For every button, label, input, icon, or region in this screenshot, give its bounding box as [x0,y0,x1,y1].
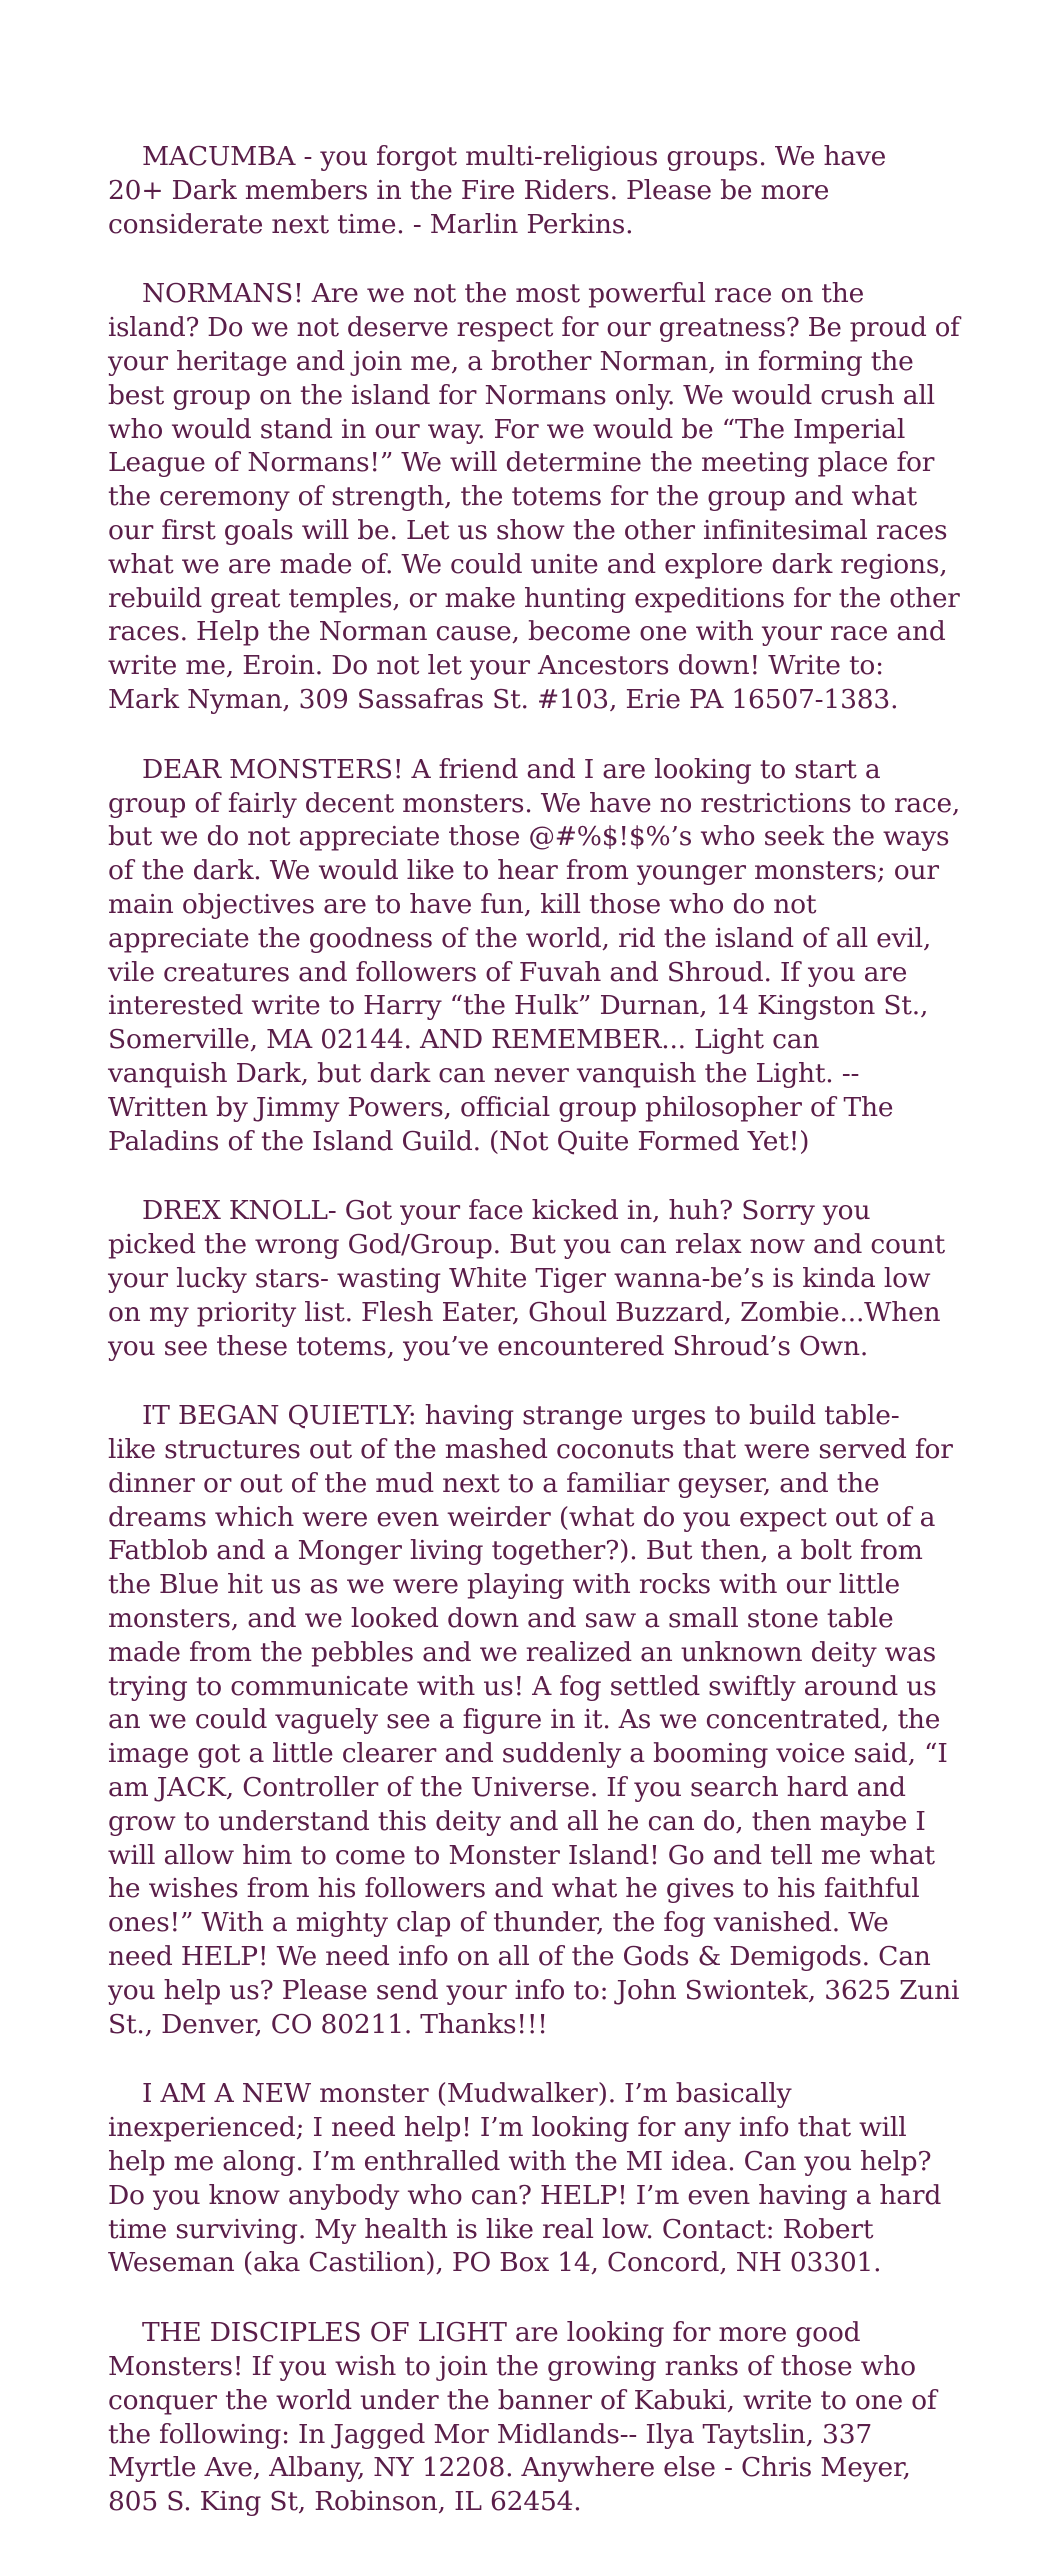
classified-ad-drex-knoll [108,1194,960,1363]
ad-line: he wishes from his followers and what he gives to his faithful [108,1873,920,1905]
ad-line: the Blue hit us as we were playing with rocks with our little [108,1569,901,1601]
classified-ad-normans [108,277,960,716]
ad-line: like structures out of the mashed coconuts that were served for [108,1434,953,1466]
ad-line: am JACK, Controller of the Universe. If you search hard and [108,1772,906,1804]
ad-line: League of Normans!” We will determine the meeting place for [108,447,935,479]
ad-line: rebuild great temples, or make hunting expeditions for the other [108,582,960,614]
ad-line: image got a little clearer and suddenly a booming voice said, “I [108,1738,948,1770]
ad-line: made from the pebbles and we realized an unknown deity was [108,1636,937,1668]
ad-line: your heritage and join me, a brother Norman, in forming the [108,345,914,377]
ad-line: Written by Jimmy Powers, official group philosopher of The [108,1091,894,1123]
ad-line: races. Help the Norman cause, become one with your race and [108,616,946,648]
classified-ad-dear-monsters [108,753,960,1159]
ad-line: monsters, and we looked down and saw a small stone table [108,1603,894,1635]
ad-line: need HELP! We need info on all of the Gods & Demigods. Can [108,1941,931,1973]
ad-line: you see these totems, you’ve encountered Shroud’s Own. [108,1330,869,1362]
ad-line: Somerville, MA 02144. AND REMEMBER... Light can [108,1024,820,1056]
ad-line: Paladins of the Island Guild. (Not Quite Formed Yet!) [108,1125,810,1157]
ad-line: considerate next time. - Marlin Perkins. [108,208,634,240]
ad-line: what we are made of. We could unite and explore dark regions, [108,548,948,580]
ad-line: inexperienced; I need help! I’m looking for any info that will [108,2112,907,2144]
classified-ad-new-monster [108,2077,960,2280]
ad-line: interested write to Harry “the Hulk” Durnan, 14 Kingston St., [108,990,929,1022]
ad-line: Fatblob and a Monger living together?). But then, a bolt from [108,1535,923,1567]
classified-ad-it-began-quietly [108,1399,960,2041]
ad-line: 805 S. King St, Robinson, IL 62454. [108,2486,582,2518]
ad-line: St., Denver, CO 80211. Thanks!!! [108,2008,548,2040]
ad-line: vanquish Dark, but dark can never vanquish the Light. -- [108,1057,860,1089]
ad-line: your lucky stars- wasting White Tiger wanna-be’s is kinda low [108,1262,931,1294]
ad-line: the ceremony of strength, the totems for the group and what [108,481,917,513]
ad-line: group of fairly decent monsters. We have no restrictions to race, [108,787,961,819]
ad-line: an we could vaguely see a figure in it. As we concentrated, the [108,1704,941,1736]
ad-line: I AM A NEW monster (Mudwalker). I’m basically [142,2078,792,2110]
ad-line: picked the wrong God/Group. But you can relax now and count [108,1229,945,1261]
ad-line: DREX KNOLL- Got your face kicked in, huh? Sorry you [142,1195,871,1227]
ad-line: IT BEGAN QUIETLY: having strange urges to build table- [142,1400,900,1432]
ad-line: dinner or out of the mud next to a familiar geyser, and the [108,1467,880,1499]
ad-line: on my priority list. Flesh Eater, Ghoul Buzzard, Zombie...When [108,1296,941,1328]
ad-line: island? Do we not deserve respect for our greatness? Be proud of [108,312,960,344]
ad-line: ones!” With a mighty clap of thunder, the fog vanished. We [108,1907,889,1939]
ad-line: Myrtle Ave, Albany, NY 12208. Anywhere else - Chris Meyer, [108,2452,911,2484]
ad-line: conquer the world under the banner of Kabuki, write to one of [108,2384,937,2416]
classified-ad-disciples-of-light [108,2316,960,2519]
ad-line: of the dark. We would like to hear from younger monsters; our [108,855,939,887]
ad-line: will allow him to come to Monster Island! Go and tell me what [108,1839,935,1871]
ad-line: appreciate the goodness of the world, rid the island of all evil, [108,922,932,954]
ad-line: vile creatures and followers of Fuvah and Shroud. If you are [108,956,908,988]
ad-line: 20+ Dark members in the Fire Riders. Please be more [108,174,830,206]
ad-line: time surviving. My health is like real low. Contact: Robert [108,2213,874,2245]
ad-line: DEAR MONSTERS! A friend and I are looking to start a [142,753,881,785]
ad-line: NORMANS! Are we not the most powerful race on the [142,278,865,310]
classified-ad-macumba [108,140,960,241]
ad-line: write me, Eroin. Do not let your Ancestors down! Write to: [108,650,884,682]
ad-line: main objectives are to have fun, kill those who do not [108,888,817,920]
ad-line: our first goals will be. Let us show the other infinitesimal races [108,514,948,546]
ad-line: Monsters! If you wish to join the growing ranks of those who [108,2351,916,2383]
ad-line: you help us? Please send your info to: John Swiontek, 3625 Zuni [108,1974,960,2006]
ad-line: grow to understand this deity and all he can do, then maybe I [108,1805,926,1837]
ad-line: THE DISCIPLES OF LIGHT are looking for more good [142,2317,861,2349]
ad-line: the following: In Jagged Mor Midlands-- Ilya Taytslin, 337 [108,2418,873,2450]
ad-line: who would stand in our way. For we would be “The Imperial [108,413,906,445]
ad-line: Mark Nyman, 309 Sassafras St. #103, Erie PA 16507-1383. [108,683,899,715]
ad-line: trying to communicate with us! A fog settled swiftly around us [108,1670,937,1702]
classifieds-column [108,140,960,2555]
ad-line: best group on the island for Normans only. We would crush all [108,379,935,411]
ad-line: MACUMBA - you forgot multi-religious groups. We have [142,141,887,172]
ad-line: Weseman (aka Castilion), PO Box 14, Concord, NH 03301. [108,2247,882,2279]
ad-line: help me along. I’m enthralled with the MI idea. Can you help? [108,2146,932,2178]
ad-line: but we do not appreciate those @#%$!$%’s who seek the ways [108,821,950,853]
ad-line: dreams which were even weirder (what do you expect out of a [108,1501,936,1533]
ad-line: Do you know anybody who can? HELP! I’m even having a hard [108,2179,942,2211]
